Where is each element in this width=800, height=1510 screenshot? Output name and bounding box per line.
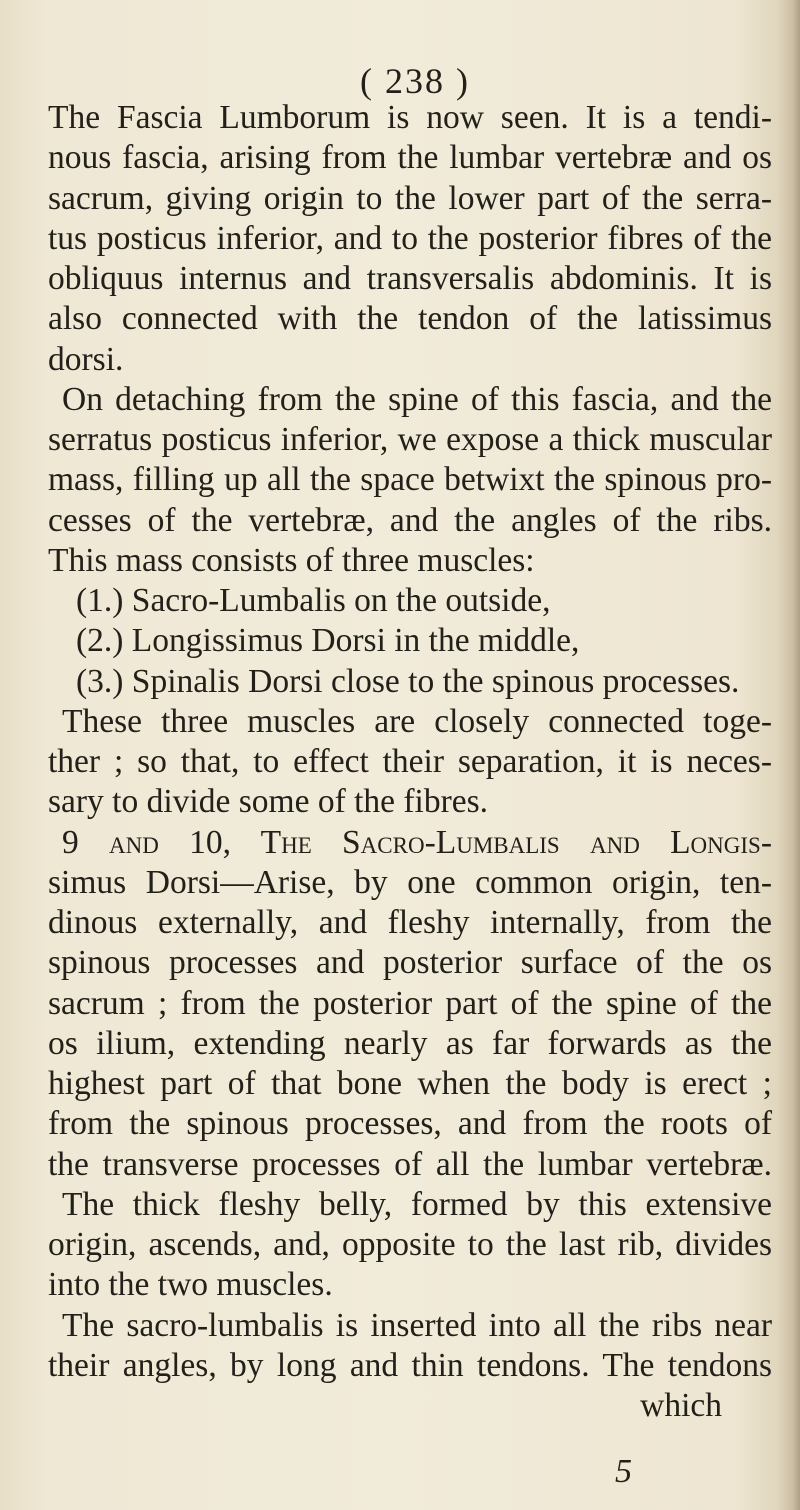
text-line: ther ; so that, to effect their separation, it is neces- <box>48 743 772 780</box>
page-edge-shadow <box>778 0 800 1510</box>
text-line: mass, filling up all the space betwixt the spinous pro- <box>48 461 772 499</box>
text-line: simus Dorsi—Arise, by one common origin, ten- <box>48 863 772 901</box>
text-line: On detaching from the spine of this fascia, and the <box>62 380 772 418</box>
text-line: The sacro-lumbalis is inserted into all the ribs near <box>62 1306 772 1344</box>
text-line: spinous processes and posterior surface of the os <box>48 944 772 982</box>
text-line: sary to divide some of the fibres. <box>48 783 489 821</box>
text-line: nous fascia, arising from the lumbar vertebræ and os <box>48 139 772 177</box>
body-text <box>48 98 772 1426</box>
text-line: their angles, by long and thin tendons. The tendons <box>48 1346 772 1384</box>
list-item: (3.) Spinalis Dorsi close to the spinous processes. <box>76 662 740 700</box>
text-line: serratus posticus inferior, we expose a thick muscular <box>48 421 772 458</box>
list-item: (2.) Longissimus Dorsi in the middle, <box>76 622 580 660</box>
text-line: os ilium, extending nearly as far forwards as the <box>48 1024 772 1062</box>
list-item: (1.) Sacro-Lumbalis on the outside, <box>76 582 551 619</box>
section-heading-line: 9 and 10, The Sacro-Lumbalis and Longis- <box>62 823 772 861</box>
page-number: ( 238 ) <box>360 61 470 101</box>
text-line: cesses of the vertebræ, and the angles of the ribs. <box>48 501 772 539</box>
text-line: from the spinous processes, and from the roots of <box>48 1105 772 1143</box>
text-line: sacrum, giving origin to the lower part of the serra- <box>48 179 772 217</box>
text-line: also connected with the tendon of the latissimus <box>48 300 772 338</box>
text-line: This mass consists of three muscles: <box>48 541 535 579</box>
text-line: origin, ascends, and, opposite to the last rib, divides <box>48 1226 772 1263</box>
text-line: These three muscles are closely connected toge- <box>62 702 772 740</box>
text-line: into the two muscles. <box>48 1266 333 1304</box>
text-line: highest part of that bone when the body is erect ; <box>48 1065 772 1102</box>
text-line: The thick fleshy belly, formed by this extensive <box>62 1185 772 1223</box>
text-line: The Fascia Lumborum is now seen. It is a tendi- <box>48 99 772 136</box>
catchword: which <box>640 1387 722 1424</box>
text-line: the transverse processes of all the lumbar vertebræ. <box>48 1145 772 1183</box>
text-line: dinous externally, and fleshy internally, from the <box>48 904 772 941</box>
text-line: tus posticus inferior, and to the posterior fibres of the <box>48 219 772 257</box>
text-line: obliquus internus and transversalis abdominis. It is <box>48 260 772 297</box>
text-line: sacrum ; from the posterior part of the spine of the <box>48 984 772 1022</box>
text-line: dorsi. <box>48 340 124 378</box>
signature-mark: 5 <box>615 1453 632 1490</box>
